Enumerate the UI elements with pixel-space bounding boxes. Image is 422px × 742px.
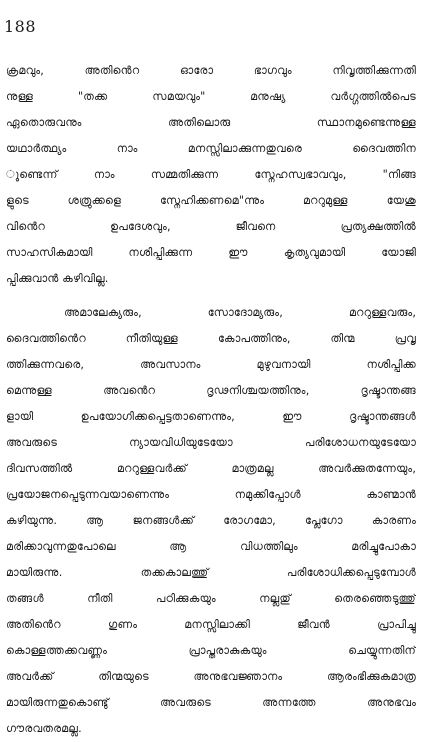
- text-line: മെന്നുള്ള അവൻെറ ദൃഢനിശ്ചയത്തിനും, ദൃഷ്ടാന്തങ്ങ: [6, 384, 416, 397]
- text-line: പ്രയോജനപ്പെടുന്നവയാണെന്നും നമുക്കിപ്പോൾ കാണ്മാൻ: [6, 488, 416, 501]
- text-line: തങ്ങൾ നീതി പഠിക്കുകയും നല്ലതു് തെരഞ്ഞെടുത്തു്: [6, 592, 416, 605]
- text-line: കഴിയുന്നു. ആ ജനങ്ങൾക്ക് രോഗമോ, പ്ലേഗോ കാരണം: [6, 514, 416, 527]
- text-line: നുള്ള "തക്ക സമയവും" മനുഷ്യ വർഗ്ഗത്തിൽപെട: [6, 90, 416, 103]
- text-line: പ്പിക്കുവാൻ കഴിവില്ല.: [6, 272, 109, 285]
- text-line: ുണ്ടെന്ന് നാം സമ്മതിക്കുന്ന സ്നേഹസ്വഭാവവും, "നിങ്ങ: [6, 168, 416, 181]
- text-line: ദൈവത്തിൻെറ നീതിയുള്ള കോപത്തിനും, തിന്മ പ്രവൃ: [6, 332, 416, 345]
- paragraph-2: [6, 300, 416, 742]
- text-line: യഥാർത്ഥ്യം നാം മനസ്സിലാക്കുന്നതുവരെ ദൈവത്തിന: [6, 142, 416, 155]
- text-line: ക്രമവും, അതിൻെറ ഓരോ ഭാഗവും നിവൃത്തിക്കുന്നതി: [6, 64, 416, 77]
- text-line: അവരുടെ ന്യായവിധിയുടേയോ പരിശോധനയുടേയോ: [6, 436, 416, 449]
- text-line: മായിരുന്നതുകൊണ്ടു് അവരുടെ അന്നത്തേ അനുഭവം: [6, 696, 416, 709]
- text-line: അമാലേക്യരും, സോദോമ്യരും, മററുള്ളവരും,: [64, 306, 416, 319]
- text-line: ളുടെ ശത്രുക്കളെ സ്നേഹിക്കണമെ"ന്നും മററുമുള്ള യേശു: [6, 194, 416, 207]
- text-line: അതിൻെറ ഗുണം മനസ്സിലാക്കി ജീവൻ പ്രാപിച്ചു: [6, 618, 416, 631]
- text-line: ളായി ഉപയോഗിക്കപ്പെട്ടതാണെന്നും, ഈ ദൃഷ്ടാന്തങ്ങൾ: [6, 410, 416, 423]
- page-number: 188: [4, 17, 37, 36]
- text-line: ദിവസത്തിൽ മററുള്ളവർക്ക് മാത്രമല്ല അവർക്കുതന്നേയും,: [6, 462, 416, 475]
- text-line: കൊള്ളത്തക്കവണ്ണം പ്രാപ്തരാകുകയും ചെയ്യുന്നതിന്: [6, 644, 416, 657]
- text-line: മരിക്കാവുന്നതുപോലെ ആ വിധത്തിലും മരിച്ചുപോകാ: [6, 540, 416, 553]
- paragraph-1: [6, 58, 416, 292]
- text-line: ത്തിക്കുന്നവരെ, അവസാനം മുഴുവനായി നശിപ്പിക്ക: [6, 358, 416, 371]
- text-line: സാഹസികമായി നശിപ്പിക്കുന്ന ഈ കൃത്യവുമായി യോജി: [6, 246, 416, 259]
- text-line: മായിരുന്നു. തക്കകാലത്തു് പരിശോധിക്കപ്പെടുമ്പോൾ: [6, 566, 416, 579]
- text-line: ഗൗരവതരമല്ല.: [6, 722, 82, 735]
- text-line: ഏതൊരുവനും അതിലൊരു സ്ഥാനമുണ്ടെന്നുള്ള: [6, 116, 416, 129]
- text-line: വിൻെറ ഉപദേശവും, ജീവനെ പ്രത്യക്ഷത്തിൽ: [6, 220, 416, 233]
- text-line: അവർക്ക് തിന്മയുടെ അനുഭവജ്ഞാനം ആരംഭിക്കുകമാത്ര: [6, 670, 416, 683]
